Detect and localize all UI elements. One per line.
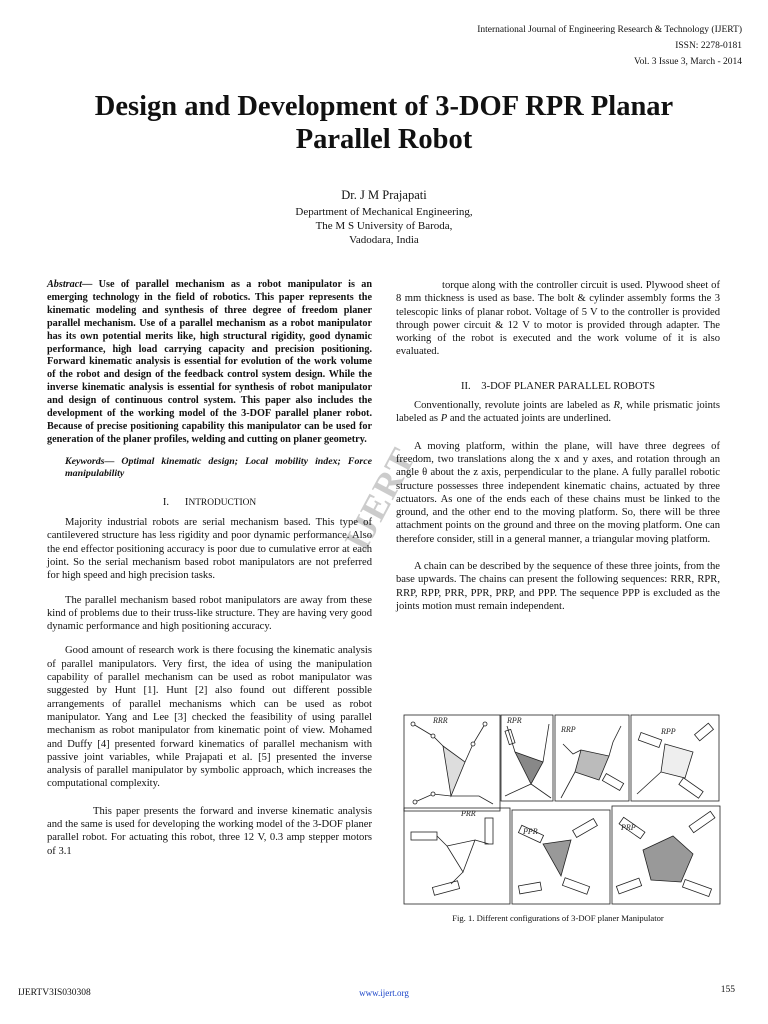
author-department: Department of Mechanical Engineering, [295,206,473,218]
journal-issn: ISSN: 2278-0181 [675,41,742,51]
watermark: IJERT [336,441,424,557]
paragraph: This paper presents the forward and inverse kinematic analysis and the same is used for developing the working model of the 3-DOF planer parallel robot. For actuating this robot, three 12 V, 0.3 amp stepper motors of 3.1 [47,805,372,857]
keywords-label: Keywords [65,455,105,467]
rrr-mechanism [411,722,493,804]
text-run: Conventionally, revolute joints are labeled as [414,400,614,412]
abstract [47,279,372,447]
left-column [47,279,372,858]
abstract-dash: — [82,279,99,290]
text-run: R [613,400,621,412]
figure-configurations [403,714,721,906]
section-title: 3-DOF PLANER PARALLEL ROBOTS [481,380,656,392]
footer-page-number: 155 [720,985,735,995]
text-run: P [440,413,448,425]
abstract-label: Abstract [47,279,83,290]
title-line-2: Parallel Robot [295,124,473,155]
paragraph: A moving platform, within the plane, will have three degrees of freedom, two translations along the x and y axes, and rotation through an angle θ about the z axis, perpendicular to the plane. A fully parallel robotic structure possesses three independent kinematic chains, actuated by three actuators. As one of the ends each of these chains must be linked to the ground, and the other end to the moving platform. So, there will be three attachment points on the ground and three on the moving platform. One can therefore consider, still in a general manner, a triangular moving platform. [396,440,720,545]
fig-label-ppr: PPR [523,827,538,836]
author-university: The M S University of Baroda, [315,220,453,232]
journal-volume: Vol. 3 Issue 3, March - 2014 [633,57,742,67]
section-title-initial: I [184,496,189,508]
section-title-rest: NTRODUCTION [188,497,257,508]
rpr-mechanism [505,724,551,798]
paragraph: Good amount of research work is there focusing the kinematic analysis of parallel manipulators. Very first, the idea of using the manipulation capability of parallel mechanism can be used as robot manipulator was suggested by Hunt [1]. Hunt [2] also found out different possible arrangements of parallel mechanisms which can be used as robot manipulator. Yang and Lee [3] checked the feasibility of using parallel mechanism as robot manipulator from kinematic point of view. Mohamed and Duffy [4] presented forward kinematics of parallel mechanism with passive joint variables, while Prajapati et al. [5] presented the inverse analysis of parallel manipulator by symbolic approach, which increases the computational complexity. [47,645,372,790]
footer-website-link[interactable]: www.ijert.org [359,988,409,998]
right-column [396,279,720,613]
author-name: Dr. J M Prajapati [341,188,427,202]
fig-label-rrp: RRP [561,725,576,734]
keywords-text: Optimal kinematic design; Local mobility index; Force manipulability [65,455,373,480]
journal-name: International Journal of Engineering Research & Technology (IJERT) [477,25,742,35]
prr-mechanism [411,818,493,895]
fig-label-rpp: RPP [661,727,676,736]
paper-title [40,90,728,156]
fig-label-prr: PRR [461,809,476,818]
section-number: I. [162,496,170,508]
keywords [47,456,372,481]
author-city: Vadodara, India [349,234,419,246]
author-block [0,188,768,247]
rrp-mechanism [561,726,624,798]
text-run: and the actuated joints are underlined. [447,413,612,425]
fig-label-rrr: RRR [433,716,448,725]
footer-paper-id: IJERTV3IS030308 [18,988,91,998]
fig-label-prp: PRP [621,823,636,832]
abstract-text: Use of parallel mechanism as a robot manipulator is an emerging technology in the field of robotics. This paper represents the kinematic modeling and synthesis of three degree of freedom planer parallel mechanism. Use of a parallel mechanism as a robot manipulator has its own potential merits like, high structural rigidity, good dynamic performance, high load carrying capacity and precision positioning. Forward kinematic analysis is essential for evolution of the work volume of the robot and design of the feedback control system design. While the inverse kinematic analysis is essential for synthesis of robot manipulator and design of continuous control system. This paper also includes the development of the working model of the 3-DOF parallel planer robot. Because of precise positioning capability this manipulator can be used for generation of the planer profiles, welding and cutting on planer geometry. [47,279,373,445]
keywords-dash: — [104,455,122,467]
figure-caption: Fig. 1. Different configurations of 3-DOF planer Manipulator [452,913,664,923]
fig-label-rpr: RPR [507,716,522,725]
paragraph: The parallel mechanism based robot manipulators are away from these kind of problems due to their truss-like structure. They are having very good dynamic performance and high positioning accuracy. [47,594,372,633]
section-heading-planer-robots [396,380,720,393]
paragraph [396,399,720,426]
paragraph: A chain can be described by the sequence of these three joints, from the base upwards. The chains can present the following sequences: RRR, RPR, RRP, RPP, PRR, PPR, PRP, and PPP. The sequence PPP is excluded as the joints motion must remain independent. [396,561,720,612]
paragraph: Majority industrial robots are serial mechanism based. This type of cantilevered structure has less rigidity and poor dynamic performance. Also the end effector positioning accuracy is poor due to cumulative error at each joint. So the serial mechanism based robot manipulators are not preferred for high speed and high precision tasks. [47,517,372,582]
text-run: , while prismatic joints labeled as [396,400,720,425]
title-line-1: Design and Development of 3-DOF RPR Planar [94,91,674,122]
journal-header [477,22,742,70]
paragraph: torque along with the controller circuit is used. Plywood sheet of 8 mm thickness is used as base. The bolt & cylinder assembly forms the 3 telescopic links of planar robot. Voltage of 5 V to the controller is provided through power circuit & 12 V to motor is provided through adapter. The working of the robot is executed and the work volume of it is also evaluated. [396,280,720,358]
section-heading-introduction [47,496,372,510]
section-number: II. [460,380,471,392]
